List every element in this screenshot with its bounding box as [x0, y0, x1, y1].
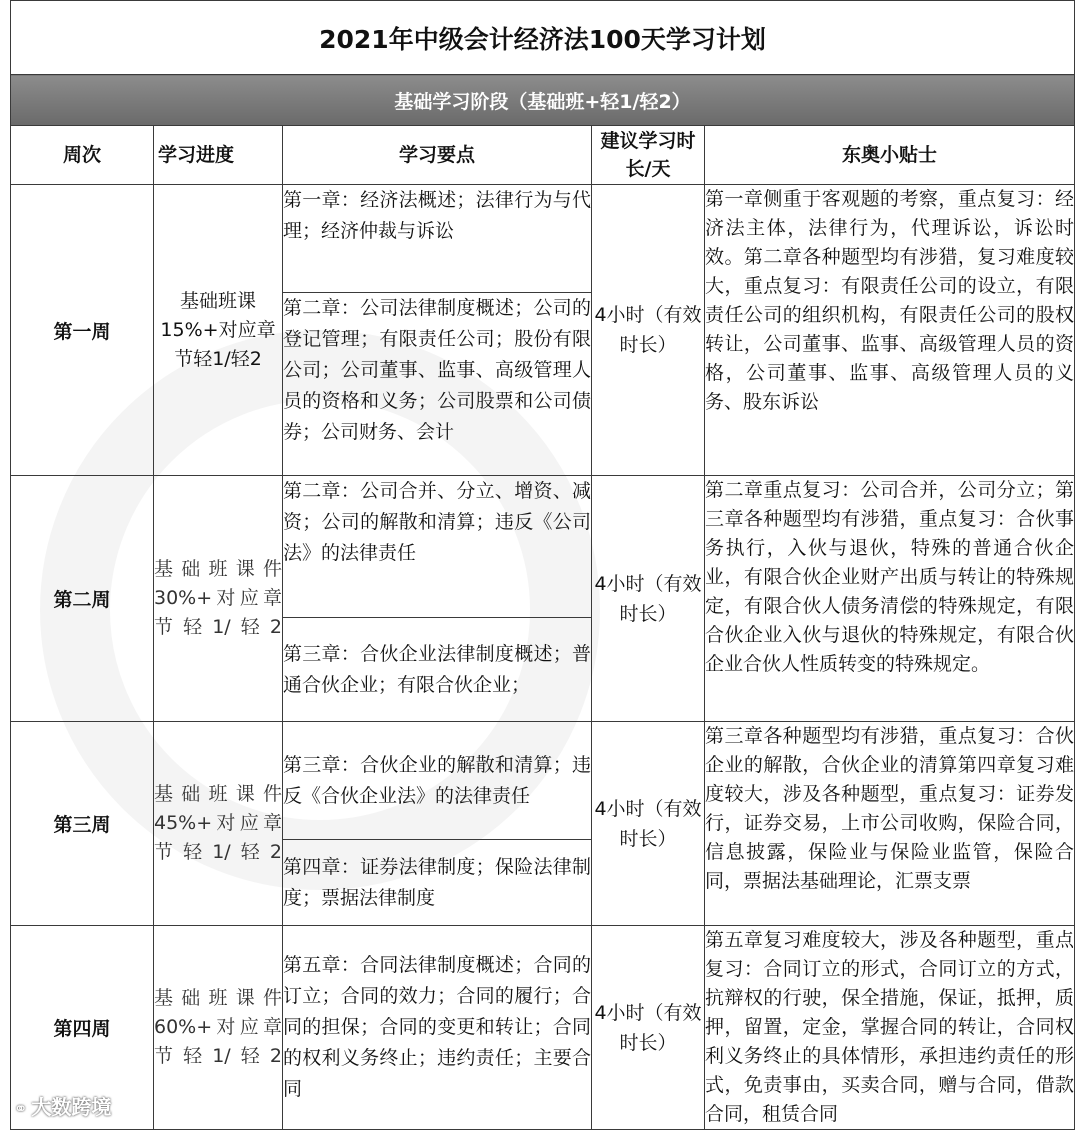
table-row [11, 476, 1075, 618]
duration-cell: 4小时（有效时长） [592, 926, 705, 1130]
point-cell: 第三章：合伙企业的解散和清算；违反《合伙企业法》的法律责任 [283, 722, 592, 840]
tip-cell: 第一章侧重于客观题的考察，重点复习：经济法主体，法律行为，代理诉讼，诉讼时效。第二章各种题型均有涉猎，复习难度较大，重点复习：有限责任公司的设立，有限责任公司的组织机构，有限责任公司的股权转让，公司董事、监事、高级管理人员的资格，公司董事、监事、高级管理人员的义务、股东诉讼 [705, 185, 1075, 476]
header-week: 周次 [11, 126, 154, 185]
week-label: 第四周 [11, 926, 154, 1130]
point-cell: 第三章：合伙企业法律制度概述；普通合伙企业；有限合伙企业； [283, 618, 592, 722]
header-tips: 东奥小贴士 [705, 126, 1075, 185]
source-watermark-text: 大数跨境 [31, 1095, 112, 1119]
duration-cell: 4小时（有效时长） [592, 476, 705, 722]
table-row [11, 185, 1075, 293]
week-label: 第二周 [11, 476, 154, 722]
week-label: 第三周 [11, 722, 154, 926]
progress-cell: 基础班课件60%+对应章节轻1/轻2 [154, 926, 283, 1130]
study-plan-table [10, 0, 1075, 1130]
header-progress: 学习进度 [154, 126, 283, 185]
duration-cell: 4小时（有效时长） [592, 185, 705, 476]
table-title: 2021年中级会计经济法100天学习计划 [11, 1, 1075, 75]
brand-logo-icon: ⚭ [14, 1099, 28, 1118]
phase-banner: 基础学习阶段（基础班+轻1/轻2） [11, 75, 1075, 126]
point-cell: 第五章：合同法律制度概述；合同的订立；合同的效力；合同的履行；合同的担保；合同的变更和转让；合同的权利义务终止；违约责任；主要合同 [283, 926, 592, 1130]
table-row [11, 722, 1075, 840]
header-duration: 建议学习时长/天 [592, 126, 705, 185]
table-row [11, 926, 1075, 1130]
progress-cell: 基础班课件45%+对应章节轻1/轻2 [154, 722, 283, 926]
source-watermark [14, 1091, 111, 1120]
week-label: 第一周 [11, 185, 154, 476]
progress-cell: 基础班课件30%+对应章节轻1/轻2 [154, 476, 283, 722]
header-points: 学习要点 [283, 126, 592, 185]
tip-cell: 第二章重点复习：公司合并，公司分立；第三章各种题型均有涉猎，重点复习：合伙事务执行，入伙与退伙，特殊的普通合伙企业，有限合伙企业财产出质与转让的特殊规定，有限合伙人债务清偿的特殊规定，有限合伙企业入伙与退伙的特殊规定，有限合伙企业合伙人性质转变的特殊规定。 [705, 476, 1075, 722]
point-cell: 第二章：公司合并、分立、增资、减资；公司的解散和清算；违反《公司法》的法律责任 [283, 476, 592, 618]
progress-cell: 基础班课15%+对应章节轻1/轻2 [154, 185, 283, 476]
tip-cell: 第五章复习难度较大，涉及各种题型，重点复习：合同订立的形式，合同订立的方式，抗辩权的行驶，保全措施，保证，抵押，质押，留置，定金，掌握合同的转让，合同权利义务终止的具体情形，承担违约责任的形式，免责事由，买卖合同，赠与合同，借款合同，租赁合同 [705, 926, 1075, 1130]
point-cell: 第四章：证券法律制度；保险法律制度；票据法律制度 [283, 840, 592, 926]
point-cell: 第二章：公司法律制度概述；公司的登记管理；有限责任公司；股份有限公司；公司董事、监事、高级管理人员的资格和义务；公司股票和公司债券；公司财务、会计 [283, 293, 592, 476]
point-cell: 第一章：经济法概述；法律行为与代理；经济仲裁与诉讼 [283, 185, 592, 293]
duration-cell: 4小时（有效时长） [592, 722, 705, 926]
tip-cell: 第三章各种题型均有涉猎，重点复习：合伙企业的解散，合伙企业的清算第四章复习难度较大，涉及各种题型，重点复习：证券发行，证券交易，上市公司收购，保险合同，信息披露，保险业与保险业监管，保险合同，票据法基础理论，汇票支票 [705, 722, 1075, 926]
